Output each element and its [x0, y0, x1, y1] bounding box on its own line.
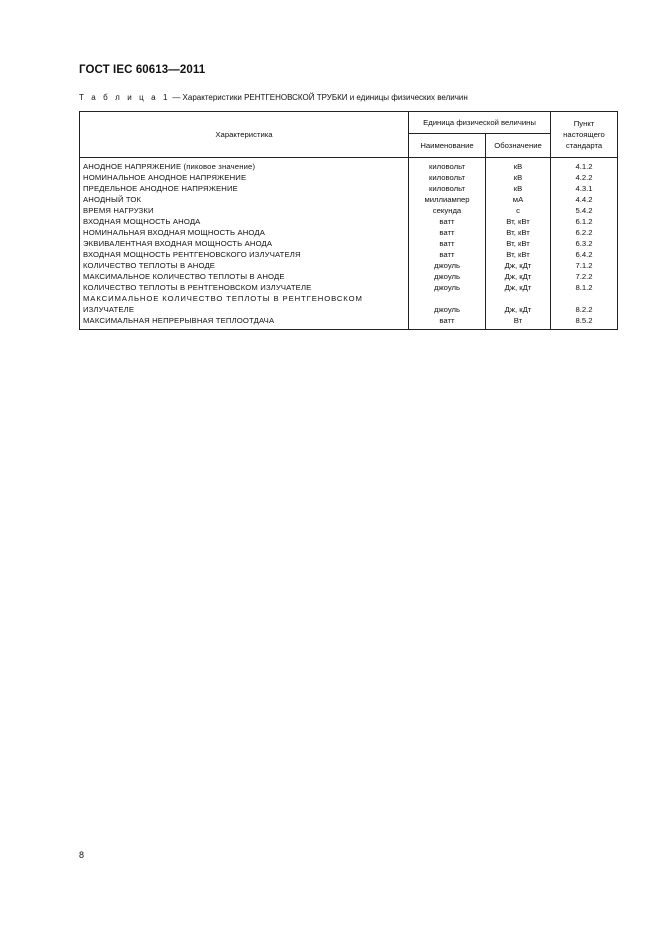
cell-clause: 6.2.2 [551, 227, 618, 238]
cell-clause: 4.1.2 [551, 158, 618, 173]
cell-clause: 6.1.2 [551, 216, 618, 227]
page-number: 8 [79, 850, 85, 860]
cell-characteristic: МАКСИМАЛЬНОЕ КОЛИЧЕСТВО ТЕПЛОТЫ В РЕНТГЕНОВСКОМ [80, 293, 409, 304]
cell-characteristic: ПРЕДЕЛЬНОЕ АНОДНОЕ НАПРЯЖЕНИЕ [80, 183, 409, 194]
cell-clause: 5.4.2 [551, 205, 618, 216]
cell-clause: 4.4.2 [551, 194, 618, 205]
cell-clause: 4.3.1 [551, 183, 618, 194]
cell-unit-symbol [486, 293, 551, 304]
table-row [80, 260, 618, 271]
cell-characteristic: МАКСИМАЛЬНАЯ НЕПРЕРЫВНАЯ ТЕПЛООТДАЧА [80, 315, 409, 330]
cell-unit-symbol: с [486, 205, 551, 216]
cell-unit-symbol: Вт, кВт [486, 249, 551, 260]
cell-unit-name: киловольт [409, 158, 486, 173]
cell-characteristic: ИЗЛУЧАТЕЛЕ [80, 304, 409, 315]
table-row [80, 183, 618, 194]
cell-unit-name: ватт [409, 249, 486, 260]
cell-unit-symbol: кВ [486, 172, 551, 183]
cell-unit-symbol: мА [486, 194, 551, 205]
cell-unit-name: джоуль [409, 282, 486, 293]
cell-unit-name: джоуль [409, 271, 486, 282]
cell-characteristic: НОМИНАЛЬНАЯ ВХОДНАЯ МОЩНОСТЬ АНОДА [80, 227, 409, 238]
table-row [80, 172, 618, 183]
cell-unit-symbol: кВ [486, 183, 551, 194]
cell-clause: 8.1.2 [551, 282, 618, 293]
header-unit-name: Наименование [409, 134, 486, 158]
table-row [80, 216, 618, 227]
table-row [80, 293, 618, 304]
characteristics-table [79, 111, 618, 330]
table-row [80, 249, 618, 260]
table-row [80, 271, 618, 282]
header-characteristic: Характеристика [80, 112, 409, 158]
table-caption-text: — Характеристики РЕНТГЕНОВСКОЙ ТРУБКИ и единицы физических величин [170, 93, 468, 102]
cell-unit-symbol: кВ [486, 158, 551, 173]
table-caption [79, 93, 468, 102]
cell-unit-symbol: Дж, кДт [486, 304, 551, 315]
cell-characteristic: ВХОДНАЯ МОЩНОСТЬ РЕНТГЕНОВСКОГО ИЗЛУЧАТЕЛЯ [80, 249, 409, 260]
table-row [80, 158, 618, 173]
cell-unit-symbol: Вт [486, 315, 551, 330]
table-caption-label: Т а б л и ц а 1 [79, 93, 171, 102]
cell-unit-name: киловольт [409, 183, 486, 194]
table-row [80, 238, 618, 249]
cell-characteristic: МАКСИМАЛЬНОЕ КОЛИЧЕСТВО ТЕПЛОТЫ В АНОДЕ [80, 271, 409, 282]
header-unit-group: Единица физической величины [409, 112, 551, 134]
cell-characteristic: ВРЕМЯ НАГРУЗКИ [80, 205, 409, 216]
cell-characteristic: ЭКВИВАЛЕНТНАЯ ВХОДНАЯ МОЩНОСТЬ АНОДА [80, 238, 409, 249]
document-title: ГОСТ IEC 60613—2011 [79, 64, 206, 76]
cell-clause: 6.3.2 [551, 238, 618, 249]
cell-unit-name: ватт [409, 315, 486, 330]
table-row [80, 227, 618, 238]
cell-clause: 8.2.2 [551, 304, 618, 315]
cell-characteristic: КОЛИЧЕСТВО ТЕПЛОТЫ В АНОДЕ [80, 260, 409, 271]
cell-characteristic: ВХОДНАЯ МОЩНОСТЬ АНОДА [80, 216, 409, 227]
cell-unit-name: ватт [409, 227, 486, 238]
cell-unit-name: джоуль [409, 304, 486, 315]
cell-unit-symbol: Дж, кДт [486, 282, 551, 293]
cell-clause: 7.2.2 [551, 271, 618, 282]
header-clause: Пункт настоящего стандарта [551, 112, 618, 158]
cell-unit-symbol: Дж, кДт [486, 260, 551, 271]
table-row [80, 282, 618, 293]
cell-characteristic: АНОДНЫЙ ТОК [80, 194, 409, 205]
cell-characteristic: АНОДНОЕ НАПРЯЖЕНИЕ (пиковое значение) [80, 158, 409, 173]
cell-unit-name: ватт [409, 238, 486, 249]
cell-clause: 4.2.2 [551, 172, 618, 183]
cell-unit-name [409, 293, 486, 304]
cell-unit-name: секунда [409, 205, 486, 216]
cell-clause: 8.5.2 [551, 315, 618, 330]
cell-unit-name: джоуль [409, 260, 486, 271]
table-row [80, 194, 618, 205]
cell-characteristic: НОМИНАЛЬНОЕ АНОДНОЕ НАПРЯЖЕНИЕ [80, 172, 409, 183]
table-row [80, 205, 618, 216]
cell-clause: 7.1.2 [551, 260, 618, 271]
cell-unit-symbol: Вт, кВт [486, 238, 551, 249]
cell-clause: 6.4.2 [551, 249, 618, 260]
cell-unit-name: ватт [409, 216, 486, 227]
cell-unit-symbol: Вт, кВт [486, 227, 551, 238]
cell-unit-symbol: Дж, кДт [486, 271, 551, 282]
cell-unit-name: киловольт [409, 172, 486, 183]
header-unit-symbol: Обозначение [486, 134, 551, 158]
table-row [80, 304, 618, 315]
cell-unit-name: миллиампер [409, 194, 486, 205]
cell-characteristic: КОЛИЧЕСТВО ТЕПЛОТЫ В РЕНТГЕНОВСКОМ ИЗЛУЧАТЕЛЕ [80, 282, 409, 293]
cell-clause [551, 293, 618, 304]
cell-unit-symbol: Вт, кВт [486, 216, 551, 227]
table-row [80, 315, 618, 330]
